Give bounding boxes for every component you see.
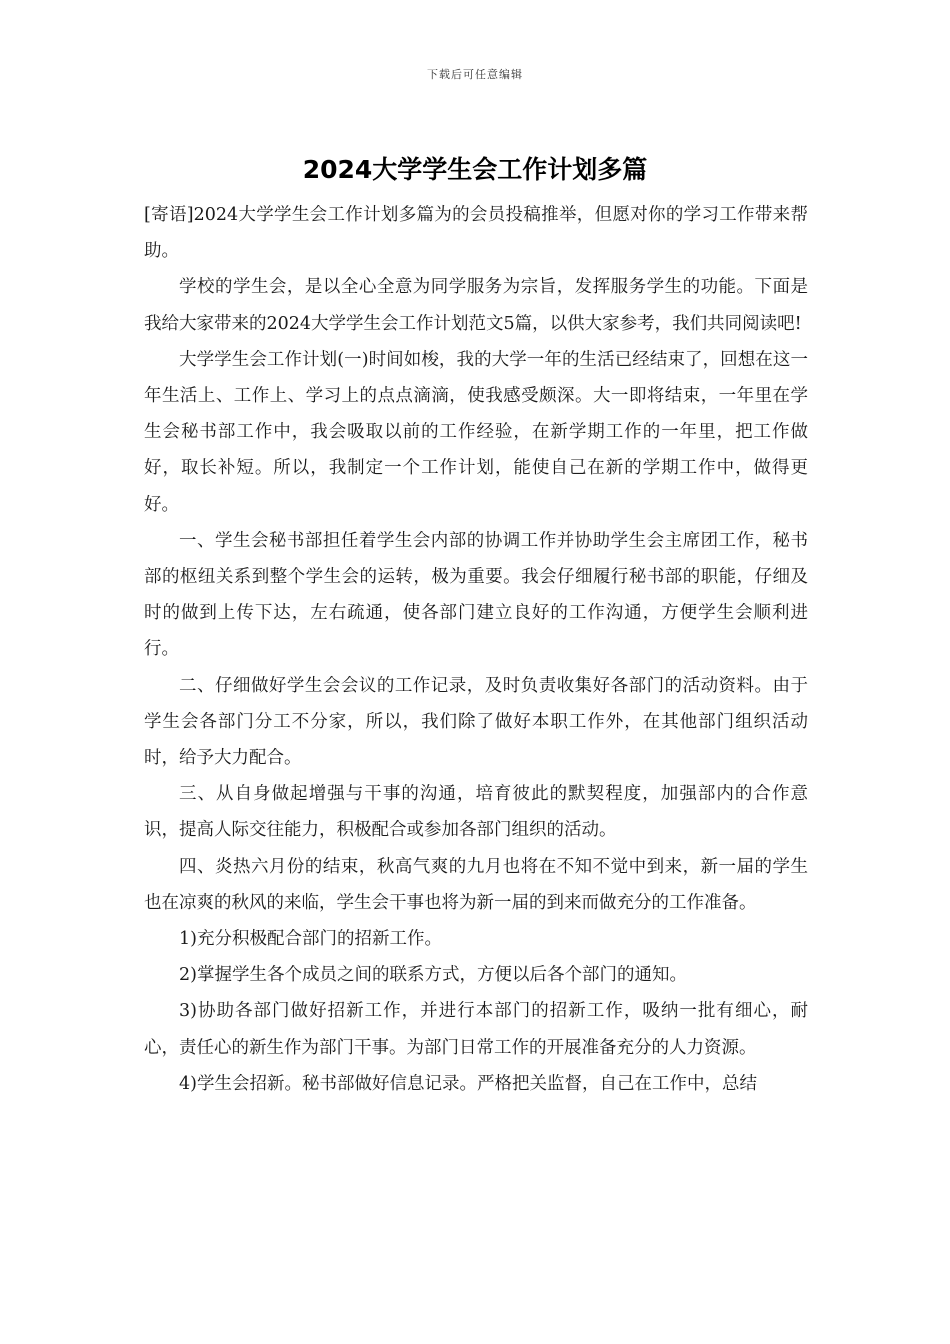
document-body [144, 197, 808, 1102]
list-item-4: 4)学生会招新。秘书部做好信息记录。严格把关监督，自己在工作中，总结 [179, 1073, 757, 1094]
paragraph-point-2: 二、仔细做好学生会会议的工作记录，及时负责收集好各部门的活动资料。由于学生会各部门分工不分家，所以，我们除了做好本职工作外，在其他部门组织活动时，给予大力配合。 [144, 675, 808, 769]
list-item-2: 2)掌握学生各个成员之间的联系方式，方便以后各个部门的通知。 [179, 965, 687, 986]
list-item-3: 3)协助各部门做好招新工作，并进行本部门的招新工作，吸纳一批有细心，耐心，责任心的新生作为部门干事。为部门日常工作的开展准备充分的人力资源。 [144, 1001, 808, 1058]
page-header-note: 下载后可任意编辑 [427, 68, 523, 81]
paragraph-preface: [寄语]2024大学学生会工作计划多篇为的会员投稿推举，但愿对你的学习工作带来帮助。 [144, 205, 808, 262]
paragraph-point-3: 三、从自身做起增强与干事的沟通，培育彼此的默契程度，加强部内的合作意识，提高人际交往能力，积极配合或参加各部门组织的活动。 [144, 784, 808, 841]
paragraph-point-1: 一、学生会秘书部担任着学生会内部的协调工作并协助学生会主席团工作，秘书部的枢纽关系到整个学生会的运转，极为重要。我会仔细履行秘书部的职能，仔细及时的做到上传下达，左右疏通，使各部门建立良好的工作沟通，方便学生会顺利进行。 [144, 530, 808, 660]
paragraph-point-4: 四、炎热六月份的结束，秋高气爽的九月也将在不知不觉中到来，新一届的学生也在凉爽的秋风的来临，学生会干事也将为新一届的到来而做充分的工作准备。 [144, 856, 808, 913]
paragraph-plan-one: 大学学生会工作计划(一)时间如梭，我的大学一年的生活已经结束了，回想在这一年生活上、工作上、学习上的点点滴滴，使我感受颇深。大一即将结束，一年里在学生会秘书部工作中，我会吸取以前的工作经验，在新学期工作的一年里，把工作做好，取长补短。所以，我制定一个工作计划，能使自己在新的学期工作中，做得更好。 [144, 349, 808, 515]
paragraph-intro: 学校的学生会，是以全心全意为同学服务为宗旨，发挥服务学生的功能。下面是我给大家带来的2024大学学生会工作计划范文5篇，以供大家参考，我们共同阅读吧! [144, 277, 808, 334]
document-title: 2024大学学生会工作计划多篇 [302, 155, 648, 184]
list-item-1: 1)充分积极配合部门的招新工作。 [179, 929, 442, 950]
